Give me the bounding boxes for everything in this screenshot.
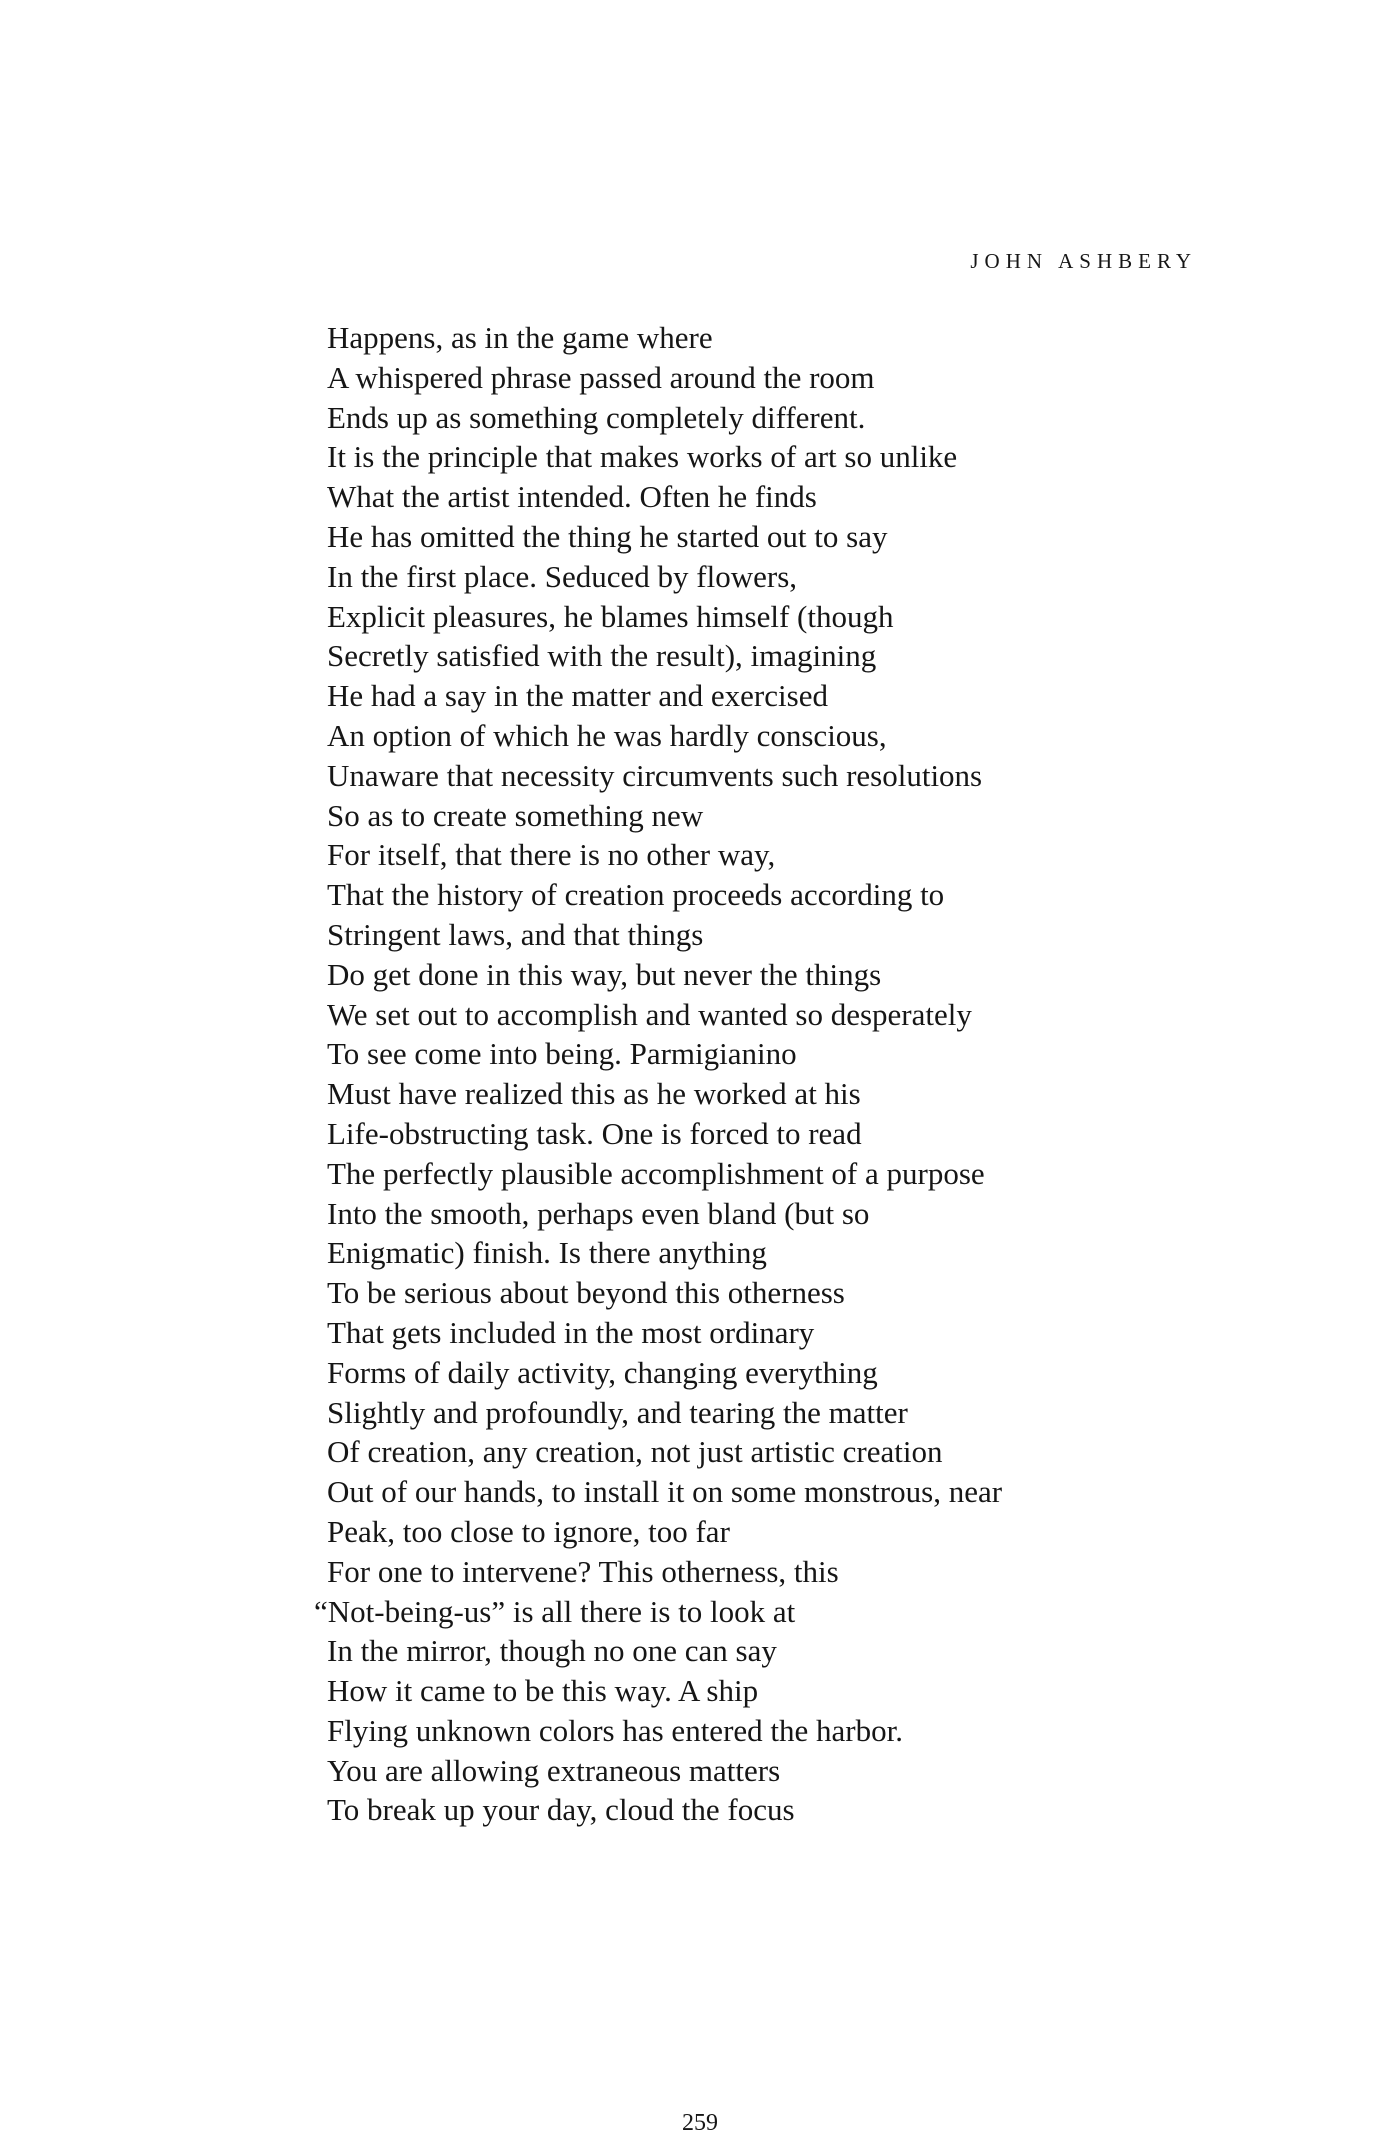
poem-line: Into the smooth, perhaps even bland (but so <box>327 1195 870 1231</box>
poem-line: To be serious about beyond this otherness <box>327 1275 845 1311</box>
poem-line: Must have realized this as he worked at his <box>327 1076 861 1112</box>
poem-line: That gets included in the most ordinary <box>327 1314 815 1350</box>
running-head-author: JOHN ASHBERY <box>970 249 1197 273</box>
poem-line: Stringent laws, and that things <box>327 916 704 952</box>
poem-line: Unaware that necessity circumvents such resolutions <box>327 757 983 793</box>
poem-line: In the mirror, though no one can say <box>327 1633 777 1669</box>
poem-line: Explicit pleasures, he blames himself (though <box>327 598 894 634</box>
poem-line: It is the principle that makes works of art so unlike <box>327 439 958 475</box>
poem-line: Slightly and profoundly, and tearing the matter <box>327 1394 908 1430</box>
poem-line: You are allowing extraneous matters <box>327 1752 781 1788</box>
poem-line: Happens, as in the game where <box>327 320 713 355</box>
poem-line: To see come into being. Parmigianino <box>327 1036 797 1072</box>
page-number: 259 <box>682 2110 718 2136</box>
poem-line: “Not-being-us” is all there is to look at <box>314 1593 796 1629</box>
poem-text <box>314 318 1227 1830</box>
poem-line: So as to create something new <box>327 797 704 833</box>
poem-line: In the first place. Seduced by flowers, <box>327 558 798 594</box>
poem-line: A whispered phrase passed around the room <box>327 359 875 395</box>
poem-line: How it came to be this way. A ship <box>327 1673 759 1709</box>
poem-line: Peak, too close to ignore, too far <box>327 1513 730 1549</box>
poem-line: The perfectly plausible accomplishment of a purpose <box>327 1155 985 1191</box>
poem-line: An option of which he was hardly conscious, <box>327 717 887 753</box>
poem-line: Secretly satisfied with the result), imagining <box>327 638 877 674</box>
poem-line: To break up your day, cloud the focus <box>327 1792 795 1828</box>
poem-line: We set out to accomplish and wanted so desperately <box>327 996 972 1032</box>
poem-line: Ends up as something completely different. <box>327 399 866 435</box>
poem-line: Out of our hands, to install it on some monstrous, near <box>327 1474 1003 1510</box>
poem-line: Enigmatic) finish. Is there anything <box>327 1235 767 1271</box>
poem-line: Flying unknown colors has entered the harbor. <box>327 1712 903 1748</box>
poem-line: Of creation, any creation, not just artistic creation <box>327 1434 943 1470</box>
poem-line: For one to intervene? This otherness, this <box>327 1553 839 1589</box>
poem-line: He has omitted the thing he started out to say <box>327 518 888 554</box>
poem-line: Life-obstructing task. One is forced to read <box>327 1115 862 1151</box>
poem-line: That the history of creation proceeds according to <box>327 877 945 913</box>
poem-line: What the artist intended. Often he finds <box>327 479 817 515</box>
poem-line: For itself, that there is no other way, <box>327 837 776 873</box>
poem-line: Do get done in this way, but never the things <box>327 956 882 992</box>
poem-line: Forms of daily activity, changing everything <box>327 1354 878 1390</box>
poem-line: He had a say in the matter and exercised <box>327 678 828 714</box>
